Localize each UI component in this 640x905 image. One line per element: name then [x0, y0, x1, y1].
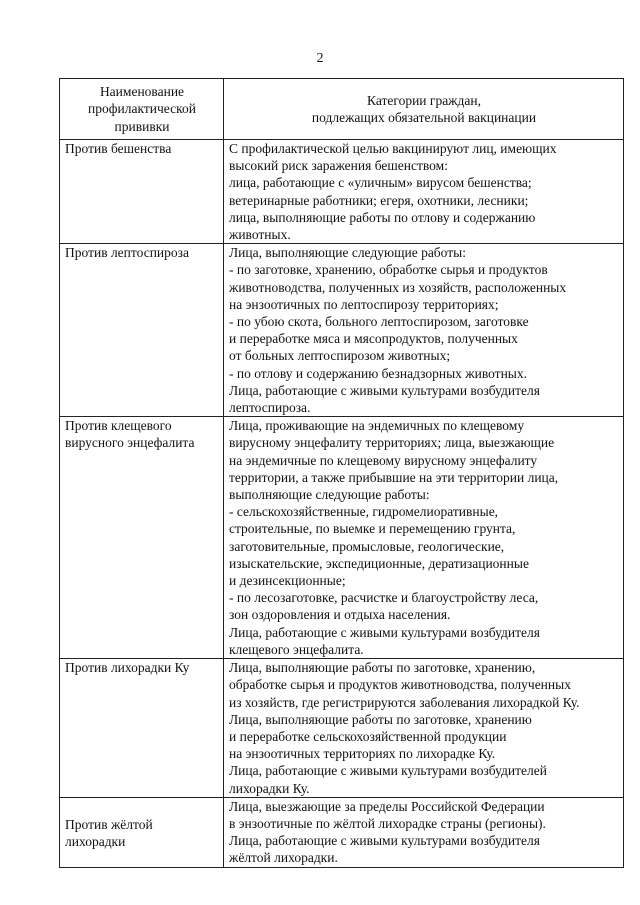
page-number: 2: [316, 51, 324, 66]
table-row-q-fever: [60, 659, 624, 798]
category-line: лица, работающие с «уличным» вирусом бешенства;: [229, 175, 532, 191]
vaccination-name-cell: [60, 244, 224, 417]
category-line: на энзоотичных территориях по лихорадке Ку.: [229, 746, 496, 762]
category-line: Лица, работающие с живыми культурами возбудителя: [229, 624, 540, 640]
header-name-line: прививки: [114, 118, 170, 134]
category-line: высокий риск заражения бешенством:: [229, 158, 448, 174]
vaccination-name: Против лихорадки Ку: [65, 660, 190, 676]
category-line: вирусному энцефалиту территориях; лица, выезжающие: [229, 435, 555, 451]
category-line: лептоспироза.: [229, 400, 311, 416]
vaccination-name: Против лептоспироза: [65, 245, 189, 261]
category-line: Лица, работающие с живыми культурами возбудителей: [229, 763, 547, 779]
category-line: заготовительные, промысловые, геологические,: [229, 538, 505, 554]
category-line: ветеринарные работники; егеря, охотники, лесники;: [229, 192, 529, 208]
category-line: животноводства, полученных из хозяйств, расположенных: [229, 279, 567, 295]
category-line: клещевого энцефалита.: [229, 641, 364, 657]
header-category-line: подлежащих обязательной вакцинации: [311, 110, 537, 125]
category-line: территории, а также прибывшие на эти территории лица,: [229, 469, 559, 485]
table-row-rabies: [60, 140, 624, 244]
category-line: из хозяйств, где регистрируются заболевания лихорадкой Ку.: [229, 694, 580, 710]
category-cell: [224, 140, 624, 244]
category-line: жёлтой лихорадки.: [229, 850, 338, 866]
category-line: в энзоотичные по жёлтой лихорадке страны (регионы).: [229, 815, 546, 831]
vaccination-name-cell: [60, 797, 224, 867]
vaccination-name-cell: [60, 417, 224, 659]
category-line: животных.: [229, 227, 291, 243]
category-line: Лица, выезжающие за пределы Российской Федерации: [229, 798, 545, 814]
header-name-line: профилактической: [88, 101, 196, 117]
category-line: Лица, выполняющие работы по заготовке, хранению,: [229, 660, 536, 676]
category-line: - по лесозаготовке, расчистке и благоустройству леса,: [229, 590, 539, 606]
category-cell: [224, 659, 624, 798]
header-vaccination-name: [60, 79, 224, 140]
category-cell: [224, 417, 624, 659]
category-line: - по убою скота, больного лептоспирозом, заготовке: [229, 314, 529, 330]
category-line: - сельскохозяйственные, гидромелиоративные,: [229, 504, 499, 520]
category-line: Лица, выполняющие работы по заготовке, хранению: [229, 711, 532, 727]
category-line: - по отлову и содержанию безнадзорных животных.: [229, 365, 528, 381]
category-line: изыскательские, экспедиционные, дератизационные: [229, 555, 529, 571]
vaccination-name-cell: [60, 140, 224, 244]
category-line: Лица, работающие с живыми культурами возбудителя: [229, 382, 540, 398]
category-cell: [224, 797, 624, 867]
vaccination-name: Против жёлтой: [65, 816, 153, 832]
category-line: Лица, проживающие на эндемичных по клещевому: [229, 418, 525, 434]
category-line: обработке сырья и продуктов животноводства, полученных: [229, 677, 571, 693]
category-line: Лица, выполняющие следующие работы:: [229, 245, 466, 261]
header-name-line: Наименование: [99, 84, 185, 100]
category-line: и переработке мяса и мясопродуктов, полученных: [229, 331, 518, 347]
vaccination-table: [59, 78, 624, 868]
category-line: зон оздоровления и отдыха населения.: [229, 607, 451, 623]
header-category-line: Категории граждан,: [367, 92, 481, 108]
vaccination-name: вирусного энцефалита: [65, 435, 195, 451]
category-line: лихорадки Ку.: [229, 780, 310, 796]
category-line: С профилактической целью вакцинируют лиц, имеющих: [229, 141, 557, 156]
category-cell: [224, 244, 624, 417]
category-line: выполняющие следующие работы:: [229, 487, 430, 503]
header-citizen-categories: [224, 79, 624, 140]
table-row-yellow-fever: [60, 797, 624, 867]
category-line: от больных лептоспирозом животных;: [229, 348, 451, 364]
vaccination-name-cell: [60, 659, 224, 798]
category-line: лица, выполняющие работы по отлову и содержанию: [229, 209, 536, 225]
vaccination-name: Против клещевого: [65, 418, 172, 434]
category-line: и дезинсекционные;: [229, 573, 346, 589]
category-line: Лица, работающие с живыми культурами возбудителя: [229, 833, 540, 849]
category-line: на эндемичные по клещевому вирусному энцефалиту: [229, 452, 538, 468]
vaccination-name: лихорадки: [65, 833, 126, 849]
table-row-tick-borne-encephalitis: [60, 417, 624, 659]
category-line: - по заготовке, хранению, обработке сырья и продуктов: [229, 262, 548, 278]
vaccination-name: Против бешенства: [65, 141, 172, 156]
table-row-leptospirosis: [60, 244, 624, 417]
category-line: и переработке сельскохозяйственной продукции: [229, 728, 507, 744]
category-line: строительные, по выемке и перемещению грунта,: [229, 521, 516, 537]
category-line: на энзоотичных по лептоспирозу территориях;: [229, 296, 499, 312]
table-header-row: [60, 79, 624, 140]
